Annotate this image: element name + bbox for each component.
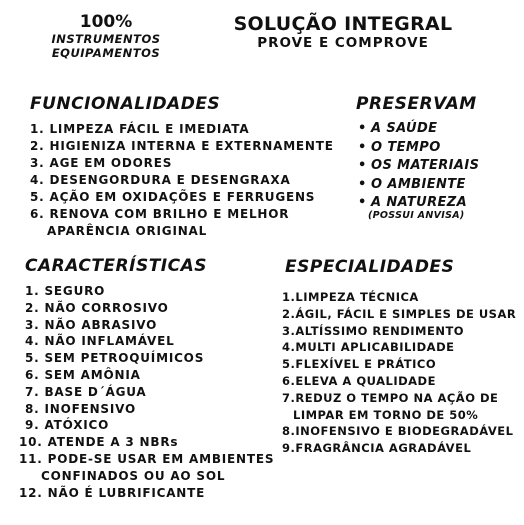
title-block <box>228 15 458 51</box>
list-item: 6.ELEVA A QUALIDADE <box>282 373 436 388</box>
list-item: 7. BASE D´ÁGUA <box>25 384 147 399</box>
list-item: 3. NÃO ABRASIVO <box>25 317 158 332</box>
caracteristicas-heading: CARACTERÍSTICAS <box>25 256 207 276</box>
list-item: 5.FLEXÍVEL E PRÁTICO <box>282 357 437 372</box>
list-item: 8.INOFENSIVO E BIODEGRADÁVEL <box>282 424 514 439</box>
list-item: 11. PODE-SE USAR EM AMBIENTES <box>19 451 275 466</box>
list-item: 9. ATÓXICO <box>25 418 110 433</box>
list-item: 1. SEGURO <box>25 284 106 298</box>
list-item: 4. DESENGORDURA E DESENGRAXA <box>30 173 291 187</box>
bullet-icon: • <box>358 176 367 192</box>
list-item-continuation: CONFINADOS OU AO SOL <box>41 468 226 483</box>
funcionalidades-heading: FUNCIONALIDADES <box>30 94 221 114</box>
page-subtitle: PROVE E COMPROVE <box>257 35 429 51</box>
list-item: 3.ALTÍSSIMO RENDIMENTO <box>282 323 465 338</box>
caracteristicas-list <box>19 283 275 501</box>
list-item: 8. INOFENSIVO <box>25 401 137 416</box>
funcionalidades-list <box>30 121 334 240</box>
brand-percent: 100% <box>79 12 133 32</box>
list-item: • O TEMPO <box>358 139 479 158</box>
list-item: 4. NÃO INFLAMÁVEL <box>25 334 175 349</box>
list-item: 4.MULTI APLICABILIDADE <box>282 340 455 355</box>
list-item: 2. NÃO CORROSIVO <box>25 300 169 315</box>
list-item: 1.LIMPEZA TÉCNICA <box>282 290 419 304</box>
brand-block <box>48 14 164 59</box>
page-title: SOLUÇÃO INTEGRAL <box>233 13 453 35</box>
bullet-icon: • <box>358 121 367 136</box>
brand-line-equipamentos: EQUIPAMENTOS <box>51 45 161 60</box>
list-item-continuation: LIMPAR EM TORNO DE 50% <box>293 407 479 422</box>
list-item: 5. SEM PETROQUÍMICOS <box>25 351 205 366</box>
list-item: 1. LIMPEZA FÁCIL E IMEDIATA <box>30 122 250 136</box>
especialidades-section <box>282 257 516 457</box>
bullet-icon: • <box>358 195 367 210</box>
list-item: 2.ÁGIL, FÁCIL E SIMPLES DE USAR <box>282 306 517 321</box>
list-item: 7.REDUZ O TEMPO NA AÇÃO DE <box>282 390 499 405</box>
brand-line-instrumentos: INSTRUMENTOS <box>51 32 161 46</box>
funcionalidades-section <box>30 94 334 240</box>
bullet-icon: • <box>358 158 367 173</box>
list-item: 3. AGE EM ODORES <box>30 156 173 170</box>
list-item: • OS MATERIAIS <box>358 157 479 176</box>
preservam-section <box>356 94 479 221</box>
list-item: 5. AÇÃO EM OXIDAÇÕES E FERRUGENS <box>30 190 316 204</box>
list-item: 10. ATENDE A 3 NBRs <box>19 435 179 450</box>
bullet-icon: • <box>358 139 367 155</box>
list-item: • A SAÚDE <box>358 120 479 139</box>
list-item: 2. HIGIENIZA INTERNA E EXTERNAMENTE <box>30 139 334 153</box>
list-item: • O AMBIENTE <box>358 176 479 195</box>
list-item: 6. RENOVA COM BRILHO E MELHOR <box>30 207 290 221</box>
preservam-list <box>356 120 479 213</box>
list-item-continuation: APARÊNCIA ORIGINAL <box>47 224 208 238</box>
list-item: 12. NÃO É LUBRIFICANTE <box>19 485 206 500</box>
preservam-heading: PRESERVAM <box>356 94 477 114</box>
especialidades-list <box>282 289 516 457</box>
anvisa-note: (POSSUI ANVISA) <box>368 209 465 221</box>
caracteristicas-section <box>19 256 275 501</box>
especialidades-heading: ESPECIALIDADES <box>285 257 455 277</box>
list-item: 6. SEM AMÔNIA <box>25 367 141 382</box>
list-item: 9.FRAGRÂNCIA AGRADÁVEL <box>282 441 472 456</box>
list-item: • A NATUREZA <box>358 194 479 213</box>
